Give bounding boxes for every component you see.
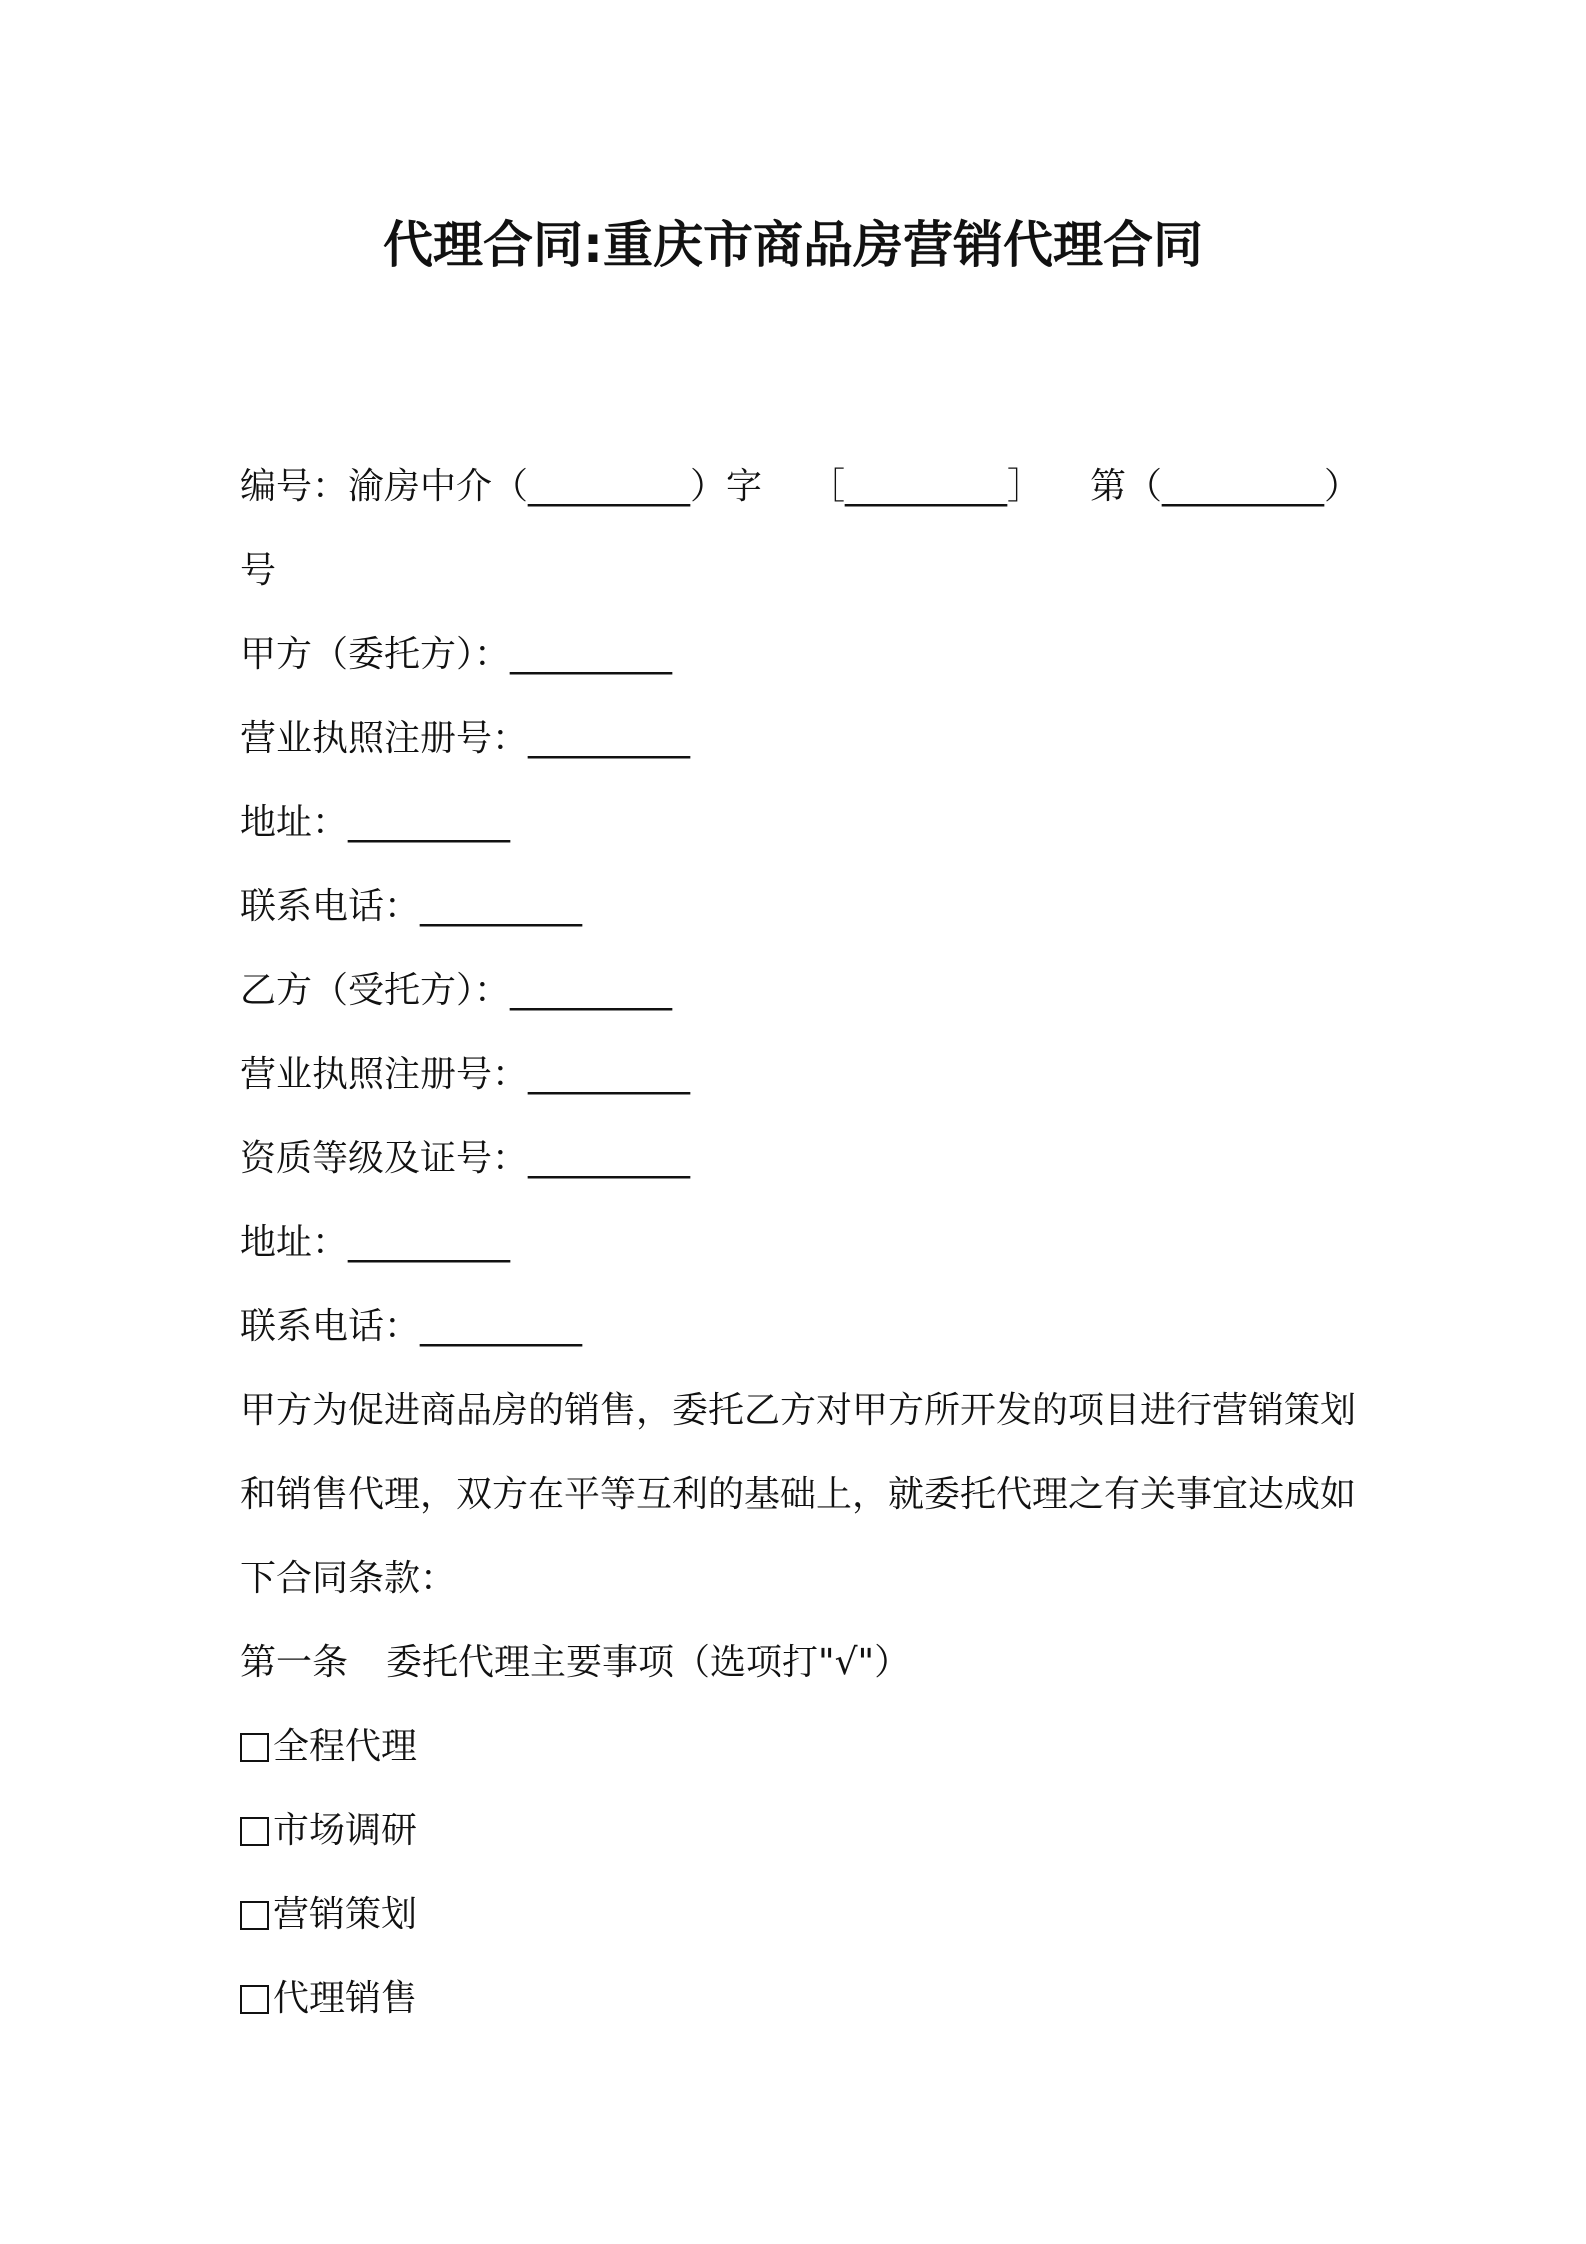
article-1-title: 委托代理主要事项（选项打"√"） xyxy=(386,1642,911,1683)
party-a-phone: 联系电话：_________ xyxy=(240,886,583,927)
party-b-name: 乙方（受托方）：_________ xyxy=(240,970,673,1011)
contract-number-prefix: 编号：渝房中介（_________）字 xyxy=(240,466,763,507)
document-title: 代理合同:重庆市商品房营销代理合同 xyxy=(383,216,1203,274)
checkbox-icon[interactable] xyxy=(240,1733,269,1762)
party-a-name: 甲方（委托方）：_________ xyxy=(240,634,673,675)
contract-number-bracket: ［_________］ xyxy=(808,466,1043,507)
option-label: 全程代理 xyxy=(273,1726,418,1767)
party-a-license: 营业执照注册号：_________ xyxy=(240,718,691,759)
article-1-number: 第一条 xyxy=(240,1642,349,1683)
option-label: 市场调研 xyxy=(273,1810,418,1851)
checkbox-icon[interactable] xyxy=(240,1817,269,1846)
option-full-agency xyxy=(240,1705,1360,1789)
article-1-heading xyxy=(240,1621,1360,1705)
party-b-license: 营业执照注册号：_________ xyxy=(240,1054,691,1095)
preamble-paragraph: 甲方为促进商品房的销售，委托乙方对甲方所开发的项目进行营销策划和销售代理，双方在平等互利的基础上，就委托代理之有关事宜达成如下合同条款： xyxy=(240,1390,1357,1599)
checkbox-icon[interactable] xyxy=(240,1901,269,1930)
party-a-address: 地址：_________ xyxy=(240,802,511,843)
contract-number-suffix: 号 xyxy=(240,550,277,591)
party-b-phone: 联系电话：_________ xyxy=(240,1306,583,1347)
checkbox-icon[interactable] xyxy=(240,1985,269,2014)
option-market-research xyxy=(240,1789,1360,1873)
party-b-qualification: 资质等级及证号：_________ xyxy=(240,1138,691,1179)
option-label: 营销策划 xyxy=(273,1894,418,1935)
option-marketing-planning xyxy=(240,1873,1360,1957)
document-body xyxy=(240,445,1360,2041)
contract-number-line xyxy=(240,445,1360,529)
option-sales-agency xyxy=(240,1957,1360,2041)
party-b-address: 地址：_________ xyxy=(240,1222,511,1263)
contract-number-serial: 第（_________） xyxy=(1089,466,1360,507)
option-label: 代理销售 xyxy=(273,1978,418,2019)
